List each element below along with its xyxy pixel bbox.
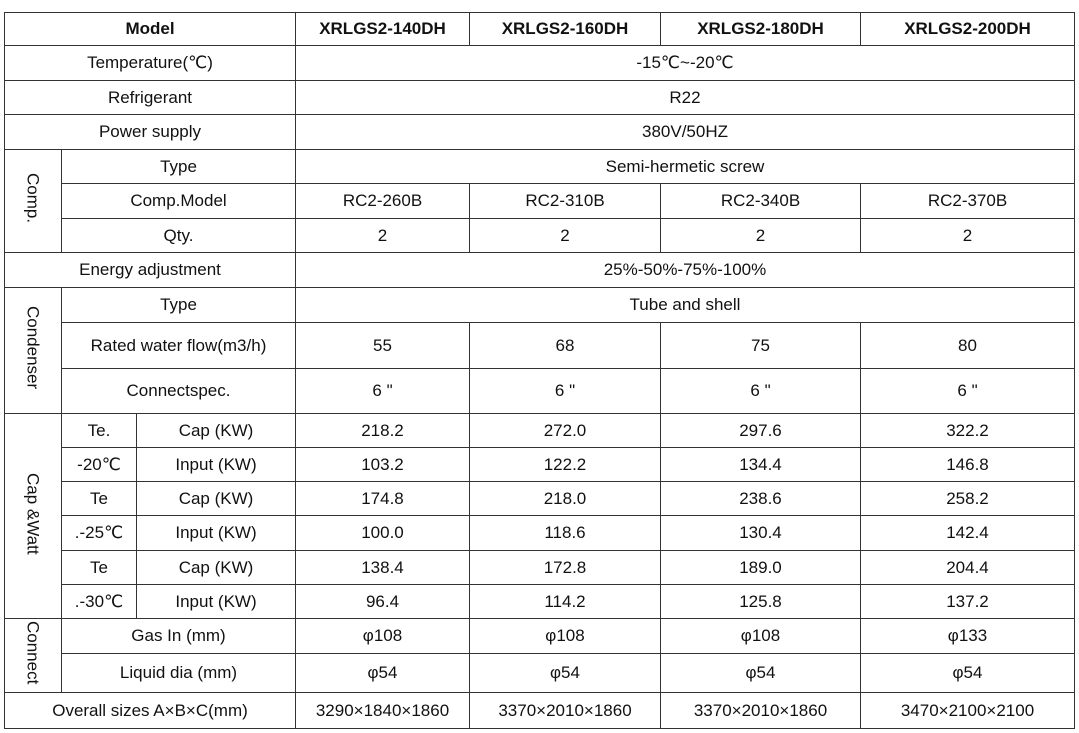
condenser-type-label: Type [62, 288, 296, 323]
liquid-value: φ54 [861, 654, 1075, 693]
sizes-row [5, 693, 1075, 729]
comp-qty-value: 2 [861, 219, 1075, 253]
input-value: 114.2 [470, 585, 661, 619]
gas-value: φ108 [470, 619, 661, 654]
energy-value: 25%-50%-75%-100% [296, 253, 1075, 288]
spec-table [4, 12, 1075, 729]
input-value: 125.8 [661, 585, 861, 619]
power-row [5, 115, 1075, 150]
temperature-label: Temperature(℃) [5, 46, 296, 81]
cap-value: 174.8 [296, 482, 470, 516]
cap-row [5, 551, 1075, 585]
condenser-spec-value: 6 " [861, 369, 1075, 414]
cap-row [5, 414, 1075, 448]
input-value: 130.4 [661, 516, 861, 551]
model-header: Model [5, 13, 296, 46]
cap-label: Cap (KW) [137, 551, 296, 585]
input-value: 134.4 [661, 448, 861, 482]
sizes-value: 3290×1840×1860 [296, 693, 470, 729]
condenser-spec-label: Connectspec. [62, 369, 296, 414]
comp-type-value: Semi-hermetic screw [296, 150, 1075, 184]
energy-label: Energy adjustment [5, 253, 296, 288]
model-name: XRLGS2-160DH [470, 13, 661, 46]
input-value: 118.6 [470, 516, 661, 551]
refrigerant-label: Refrigerant [5, 81, 296, 115]
cap-label: Cap (KW) [137, 482, 296, 516]
connect-group-label: Connect [5, 619, 62, 693]
condenser-type-row [5, 288, 1075, 323]
input-label: Input (KW) [137, 448, 296, 482]
te-temp-label: .-30℃ [62, 585, 137, 619]
comp-type-label: Type [62, 150, 296, 184]
input-value: 100.0 [296, 516, 470, 551]
cap-label: Cap (KW) [137, 414, 296, 448]
temperature-value: -15℃~-20℃ [296, 46, 1075, 81]
liquid-label: Liquid dia (mm) [62, 654, 296, 693]
model-name: XRLGS2-180DH [661, 13, 861, 46]
input-value: 137.2 [861, 585, 1075, 619]
input-value: 142.4 [861, 516, 1075, 551]
gas-label: Gas In (mm) [62, 619, 296, 654]
power-value: 380V/50HZ [296, 115, 1075, 150]
input-row [5, 585, 1075, 619]
input-row [5, 516, 1075, 551]
comp-model-value: RC2-370B [861, 184, 1075, 219]
comp-group-label: Comp. [5, 150, 62, 253]
input-label: Input (KW) [137, 585, 296, 619]
comp-qty-value: 2 [661, 219, 861, 253]
model-name: XRLGS2-200DH [861, 13, 1075, 46]
gas-row [5, 619, 1075, 654]
condenser-spec-row [5, 369, 1075, 414]
power-label: Power supply [5, 115, 296, 150]
comp-model-value: RC2-340B [661, 184, 861, 219]
gas-value: φ108 [661, 619, 861, 654]
refrigerant-value: R22 [296, 81, 1075, 115]
cap-value: 189.0 [661, 551, 861, 585]
gas-value: φ108 [296, 619, 470, 654]
condenser-flow-row [5, 323, 1075, 369]
comp-qty-value: 2 [296, 219, 470, 253]
comp-model-value: RC2-260B [296, 184, 470, 219]
energy-row [5, 253, 1075, 288]
comp-model-label: Comp.Model [62, 184, 296, 219]
comp-qty-value: 2 [470, 219, 661, 253]
capwatt-group-label: Cap &Watt [5, 414, 62, 619]
sizes-value: 3470×2100×2100 [861, 693, 1075, 729]
cap-value: 258.2 [861, 482, 1075, 516]
input-value: 146.8 [861, 448, 1075, 482]
cap-value: 322.2 [861, 414, 1075, 448]
cap-value: 138.4 [296, 551, 470, 585]
condenser-spec-value: 6 " [296, 369, 470, 414]
condenser-flow-value: 75 [661, 323, 861, 369]
te-temp-label: -20℃ [62, 448, 137, 482]
input-value: 103.2 [296, 448, 470, 482]
te-temp-label: .-25℃ [62, 516, 137, 551]
sizes-value: 3370×2010×1860 [470, 693, 661, 729]
gas-value: φ133 [861, 619, 1075, 654]
comp-type-row [5, 150, 1075, 184]
sizes-label: Overall sizes A×B×C(mm) [5, 693, 296, 729]
condenser-type-value: Tube and shell [296, 288, 1075, 323]
comp-qty-row [5, 219, 1075, 253]
liquid-value: φ54 [296, 654, 470, 693]
sizes-value: 3370×2010×1860 [661, 693, 861, 729]
condenser-flow-value: 68 [470, 323, 661, 369]
condenser-group-label: Condenser [5, 288, 62, 414]
te-label: Te [62, 482, 137, 516]
cap-value: 172.8 [470, 551, 661, 585]
cap-value: 204.4 [861, 551, 1075, 585]
condenser-flow-label: Rated water flow(m3/h) [62, 323, 296, 369]
cap-value: 218.2 [296, 414, 470, 448]
comp-qty-label: Qty. [62, 219, 296, 253]
te-label: Te [62, 551, 137, 585]
comp-model-row [5, 184, 1075, 219]
temperature-row [5, 46, 1075, 81]
liquid-row [5, 654, 1075, 693]
header-row [5, 13, 1075, 46]
input-label: Input (KW) [137, 516, 296, 551]
model-name: XRLGS2-140DH [296, 13, 470, 46]
liquid-value: φ54 [661, 654, 861, 693]
condenser-flow-value: 80 [861, 323, 1075, 369]
comp-model-value: RC2-310B [470, 184, 661, 219]
cap-value: 297.6 [661, 414, 861, 448]
cap-value: 218.0 [470, 482, 661, 516]
condenser-flow-value: 55 [296, 323, 470, 369]
cap-value: 272.0 [470, 414, 661, 448]
condenser-spec-value: 6 " [661, 369, 861, 414]
condenser-spec-value: 6 " [470, 369, 661, 414]
te-label: Te. [62, 414, 137, 448]
cap-row [5, 482, 1075, 516]
cap-value: 238.6 [661, 482, 861, 516]
input-row [5, 448, 1075, 482]
refrigerant-row [5, 81, 1075, 115]
liquid-value: φ54 [470, 654, 661, 693]
input-value: 96.4 [296, 585, 470, 619]
input-value: 122.2 [470, 448, 661, 482]
